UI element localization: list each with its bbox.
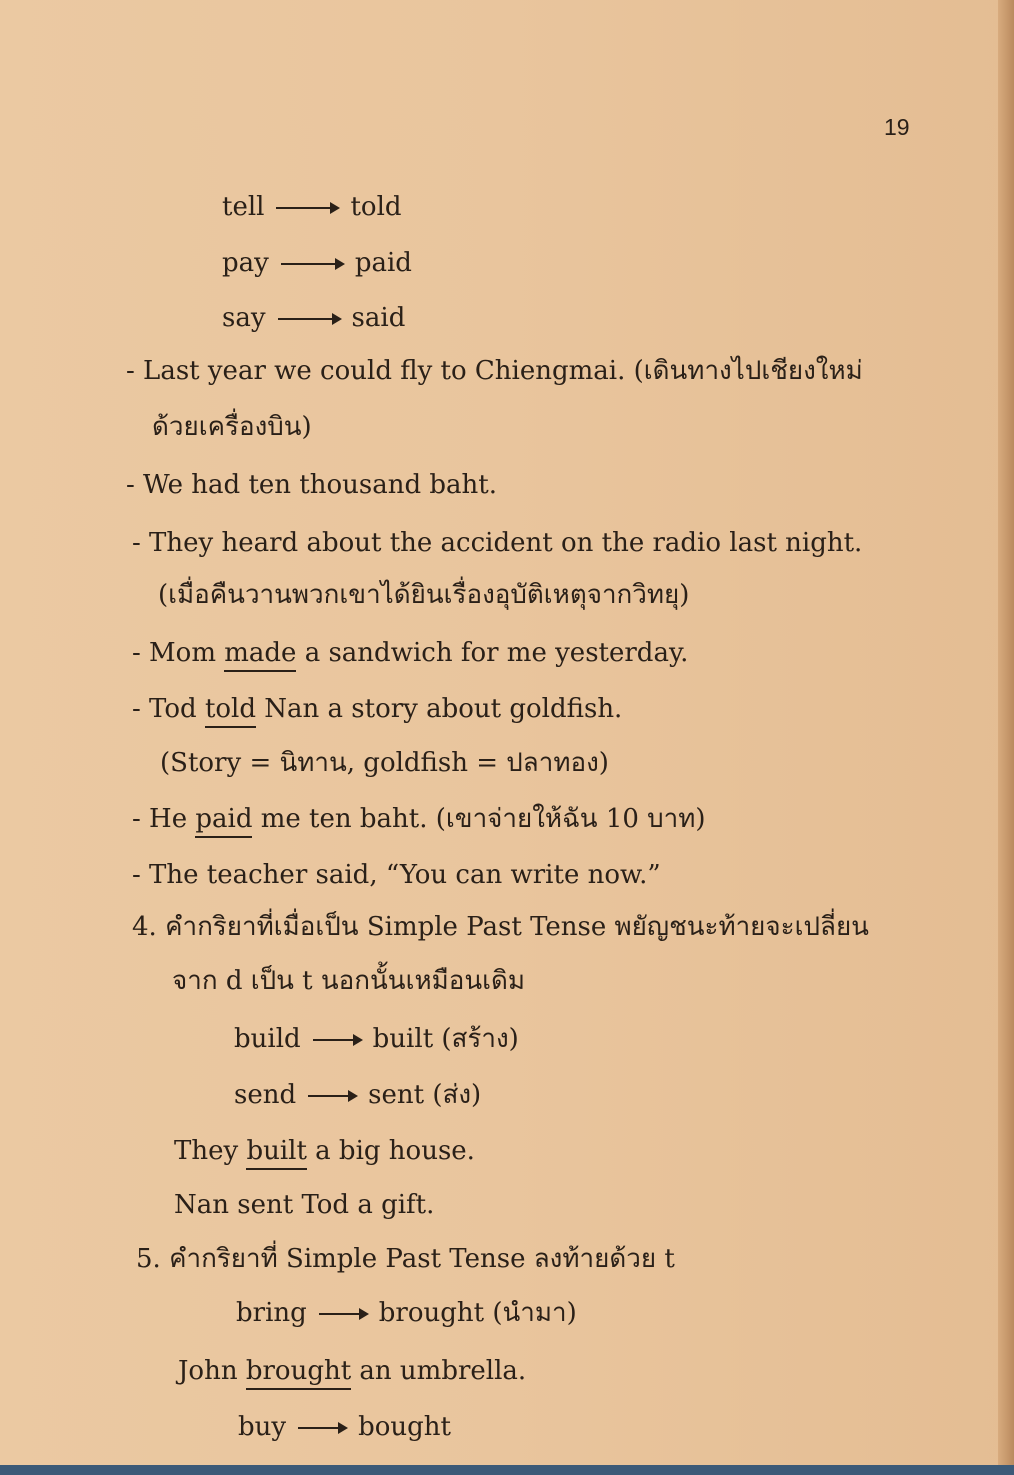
verb-pair bbox=[222, 250, 412, 276]
example-sentence: Nan sent Tod a gift. bbox=[174, 1190, 435, 1220]
arrow-icon bbox=[276, 207, 338, 209]
example-sentence: - They heard about the accident on the radio last night. bbox=[132, 528, 863, 558]
verb-pair bbox=[234, 1026, 519, 1052]
example-sentence: - Last year we could fly to Chiengmai. (เดินทางไปเชียงใหม่ bbox=[126, 356, 863, 386]
page-bottom-edge bbox=[0, 1465, 1014, 1475]
arrow-icon bbox=[308, 1095, 356, 1097]
text: Nan a story about goldfish. bbox=[256, 694, 623, 724]
example-sentence bbox=[174, 1138, 475, 1164]
page-number: 19 bbox=[884, 114, 910, 140]
example-sentence bbox=[132, 640, 688, 666]
verb-base: buy bbox=[238, 1412, 287, 1442]
verb-past: sent (ส่ง) bbox=[368, 1080, 482, 1110]
arrow-icon bbox=[281, 263, 343, 265]
verb-past: built (สร้าง) bbox=[372, 1024, 519, 1054]
verb-base: pay bbox=[222, 248, 269, 278]
rule-heading: 4. คำกริยาที่เมื่อเป็น Simple Past Tense พยัญชนะท้ายจะเปลี่ยน bbox=[132, 912, 869, 942]
rule-heading: จาก d เป็น t นอกนั้นเหมือนเดิม bbox=[172, 966, 526, 996]
underlined-verb: told bbox=[205, 694, 256, 728]
verb-base: say bbox=[222, 303, 266, 333]
verb-past: bought bbox=[358, 1412, 451, 1442]
rule-heading: 5. คำกริยาที่ Simple Past Tense ลงท้ายด้วย t bbox=[136, 1244, 675, 1274]
text: - He bbox=[132, 804, 196, 834]
verb-pair bbox=[238, 1414, 451, 1440]
verb-base: build bbox=[234, 1024, 301, 1054]
underlined-verb: made bbox=[224, 638, 296, 672]
vocab-note: (Story = นิทาน, goldfish = ปลาทอง) bbox=[160, 748, 609, 778]
text: a big house. bbox=[306, 1136, 475, 1166]
arrow-icon bbox=[319, 1313, 367, 1315]
verb-pair bbox=[234, 1082, 481, 1108]
verb-base: bring bbox=[236, 1298, 307, 1328]
verb-pair bbox=[222, 194, 402, 220]
text: a sandwich for me yesterday. bbox=[296, 638, 689, 668]
example-sentence: - The teacher said, “You can write now.” bbox=[132, 860, 661, 890]
example-sentence bbox=[132, 696, 622, 722]
verb-pair bbox=[236, 1300, 577, 1326]
thai-translation: ด้วยเครื่องบิน) bbox=[152, 412, 312, 442]
underlined-verb: brought bbox=[246, 1356, 351, 1390]
thai-translation: (เมื่อคืนวานพวกเขาได้ยินเรื่องอุบัติเหตุจากวิทยุ) bbox=[158, 580, 690, 610]
verb-base: tell bbox=[222, 192, 265, 222]
verb-past: told bbox=[350, 192, 402, 222]
text: - Tod bbox=[132, 694, 205, 724]
verb-past: paid bbox=[354, 248, 412, 278]
arrow-icon bbox=[298, 1427, 346, 1429]
text: an umbrella. bbox=[351, 1356, 527, 1386]
arrow-icon bbox=[278, 318, 340, 320]
example-sentence: - We had ten thousand baht. bbox=[126, 470, 497, 500]
example-sentence bbox=[178, 1358, 526, 1384]
verb-base: send bbox=[234, 1080, 297, 1110]
underlined-verb: paid bbox=[195, 804, 252, 838]
underlined-verb: built bbox=[246, 1136, 306, 1170]
verb-past: said bbox=[351, 303, 406, 333]
text: - Mom bbox=[132, 638, 225, 668]
page-edge bbox=[998, 0, 1014, 1475]
arrow-icon bbox=[313, 1039, 361, 1041]
verb-pair bbox=[222, 305, 405, 331]
text: me ten baht. (เขาจ่ายให้ฉัน 10 บาท) bbox=[252, 804, 706, 834]
text: John bbox=[178, 1356, 246, 1386]
example-sentence bbox=[132, 806, 706, 832]
text: They bbox=[174, 1136, 247, 1166]
verb-past: brought (นำมา) bbox=[378, 1298, 577, 1328]
